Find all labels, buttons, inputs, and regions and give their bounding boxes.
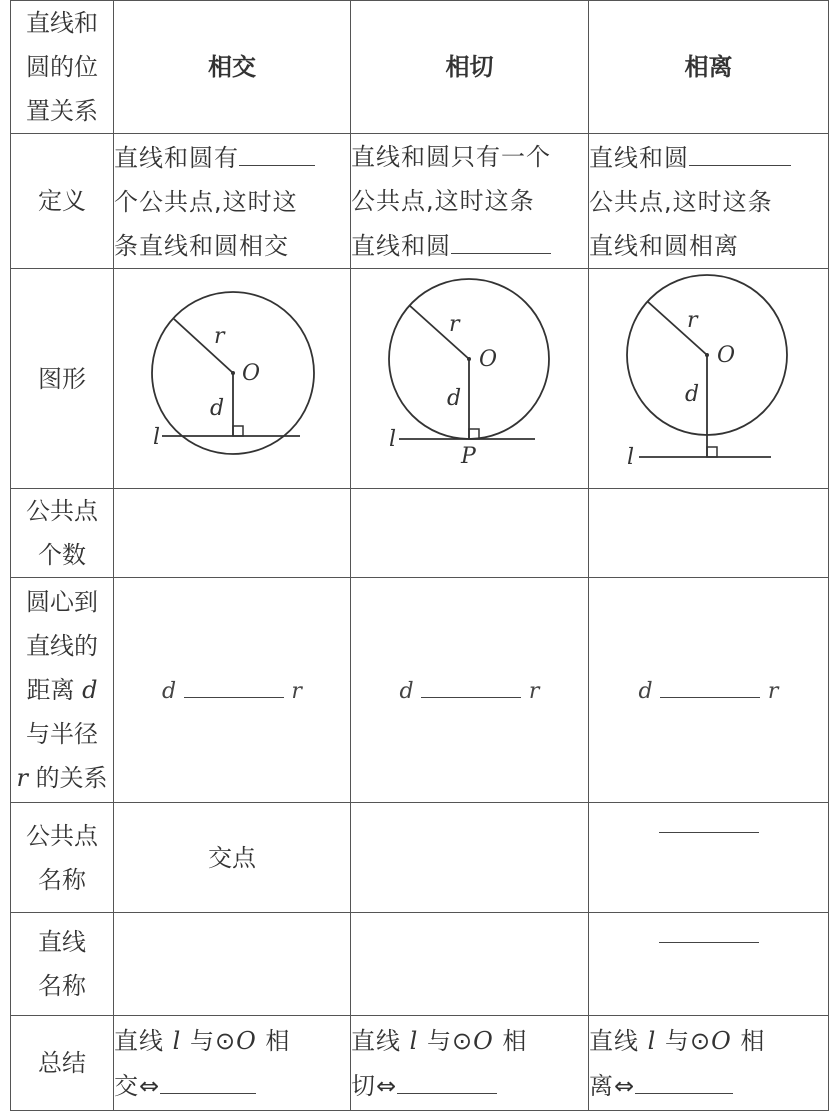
point-name-label-1: 公共点 <box>26 821 98 850</box>
count-intersect[interactable] <box>114 489 351 578</box>
corner-line-2: 圆的位 <box>26 53 98 81</box>
distance-intersect <box>114 578 351 803</box>
distance-separate <box>589 578 829 803</box>
definition-separate <box>589 134 829 269</box>
summary2-l: l <box>409 1026 419 1055</box>
d-symbol: d <box>162 678 177 704</box>
r-symbol: r <box>767 678 779 704</box>
header-row <box>11 1 829 134</box>
summary1-iff: 交⇔ <box>114 1071 161 1100</box>
line-name-label <box>11 913 114 1016</box>
col-header-separate: 相离 <box>589 1 829 134</box>
definition-tangent <box>351 134 589 269</box>
label-d: d <box>685 382 700 407</box>
distance-label-2: 直线的 <box>26 632 98 660</box>
summary1-text3: 相 <box>265 1026 291 1055</box>
summary2-text2: 与⊙ <box>426 1026 474 1055</box>
def1-blank[interactable] <box>239 135 315 166</box>
corner-line-3: 置关系 <box>26 97 98 125</box>
relation-blank-intersect[interactable] <box>184 667 284 698</box>
def2-blank[interactable] <box>451 223 551 254</box>
def3-line1: 直线和圆 <box>589 143 689 172</box>
summary3-text2: 与⊙ <box>664 1026 712 1055</box>
line-name-label-1: 直线 <box>38 928 86 956</box>
label-r: r <box>449 312 460 337</box>
summary1-text2: 与⊙ <box>189 1026 237 1055</box>
figure-label: 图形 <box>11 269 114 489</box>
point-name-dash <box>659 804 759 833</box>
center-dot <box>705 353 709 357</box>
count-label <box>11 489 114 578</box>
figure-separate <box>589 269 829 489</box>
point-name-separate <box>589 803 829 913</box>
col-header-tangent: 相切 <box>351 1 589 134</box>
point-name-label-2: 名称 <box>38 865 86 894</box>
line-name-tangent[interactable] <box>351 913 589 1016</box>
def2-line3: 直线和圆 <box>351 231 451 260</box>
label-o: O <box>242 361 261 386</box>
center-dot <box>231 371 235 375</box>
summary2-o: O <box>473 1026 494 1055</box>
def2-line2: 公共点,这时这条 <box>351 186 535 215</box>
corner-line-1: 直线和 <box>26 9 98 37</box>
def3-blank[interactable] <box>689 135 791 166</box>
def1-line1: 直线和圆有 <box>114 143 239 172</box>
label-r: r <box>687 308 698 333</box>
summary1-text: 直线 <box>114 1026 164 1055</box>
figure-tangent <box>351 269 589 489</box>
summary3-text: 直线 <box>589 1026 639 1055</box>
distance-row <box>11 578 829 803</box>
center-dot <box>467 357 471 361</box>
summary1-o: O <box>236 1026 257 1055</box>
right-angle-mark <box>469 429 479 439</box>
count-row <box>11 489 829 578</box>
line-name-row <box>11 913 829 1016</box>
def1-line3: 条直线和圆相交 <box>114 231 289 260</box>
def2-line1: 直线和圆只有一个 <box>351 142 551 171</box>
summary1-l: l <box>172 1026 182 1055</box>
point-name-intersect: 交点 <box>114 803 351 913</box>
summary-separate <box>589 1016 829 1111</box>
point-name-row <box>11 803 829 913</box>
def1-line2: 个公共点,这时这 <box>114 187 298 216</box>
summary3-text3: 相 <box>740 1026 766 1055</box>
def3-line3: 直线和圆相离 <box>589 231 739 260</box>
figure-intersect <box>114 269 351 489</box>
summary3-l: l <box>647 1026 657 1055</box>
radius-line <box>647 301 707 355</box>
distance-label-3: 距离 <box>26 676 75 704</box>
count-label-1: 公共点 <box>26 497 98 525</box>
summary2-text3: 相 <box>502 1026 528 1055</box>
corner-header <box>11 1 114 134</box>
label-d: d <box>447 386 462 411</box>
relation-table <box>10 0 829 1111</box>
point-name-tangent[interactable] <box>351 803 589 913</box>
summary-tangent <box>351 1016 589 1111</box>
distance-label-r: r <box>16 764 28 792</box>
line-name-label-2: 名称 <box>38 972 86 1000</box>
count-separate[interactable] <box>589 489 829 578</box>
distance-label-4: 与半径 <box>26 720 98 748</box>
summary3-iff: 离⇔ <box>589 1071 636 1100</box>
count-tangent[interactable] <box>351 489 589 578</box>
distance-tangent <box>351 578 589 803</box>
label-d: d <box>210 396 225 421</box>
label-l: l <box>389 427 397 452</box>
summary3-o: O <box>711 1026 732 1055</box>
d-symbol: d <box>399 678 414 704</box>
distance-label <box>11 578 114 803</box>
distance-label-6: 的关系 <box>35 764 108 792</box>
relation-blank-separate[interactable] <box>660 667 760 698</box>
label-l: l <box>153 425 161 450</box>
line-name-intersect[interactable] <box>114 913 351 1016</box>
label-o: O <box>479 347 498 372</box>
right-angle-mark <box>233 426 243 436</box>
summary2-iff: 切⇔ <box>351 1071 398 1100</box>
count-label-2: 个数 <box>38 541 86 569</box>
def3-line2: 公共点,这时这条 <box>589 187 773 216</box>
summary-label: 总结 <box>11 1016 114 1111</box>
radius-line <box>409 305 469 359</box>
label-p: P <box>461 444 476 469</box>
summary-row <box>11 1016 829 1111</box>
col-header-intersect: 相交 <box>114 1 351 134</box>
summary-intersect <box>114 1016 351 1111</box>
point-name-label <box>11 803 114 913</box>
line-name-dash <box>659 914 759 943</box>
figure-row <box>11 269 829 489</box>
r-symbol: r <box>528 678 540 704</box>
relation-blank-tangent[interactable] <box>421 667 521 698</box>
label-o: O <box>717 343 736 368</box>
distance-label-1: 圆心到 <box>26 588 98 616</box>
summary2-text: 直线 <box>351 1026 401 1055</box>
label-r: r <box>214 324 225 349</box>
line-name-separate <box>589 913 829 1016</box>
distance-label-d: d <box>82 676 98 704</box>
intersect-diagram <box>114 269 350 474</box>
tangent-diagram <box>351 269 588 474</box>
definition-label: 定义 <box>11 134 114 269</box>
d-symbol: d <box>638 678 653 704</box>
r-symbol: r <box>291 678 302 704</box>
definition-intersect <box>114 134 351 269</box>
right-angle-mark <box>707 447 717 457</box>
separate-diagram <box>589 269 828 474</box>
label-l: l <box>627 445 635 470</box>
definition-row <box>11 134 829 269</box>
